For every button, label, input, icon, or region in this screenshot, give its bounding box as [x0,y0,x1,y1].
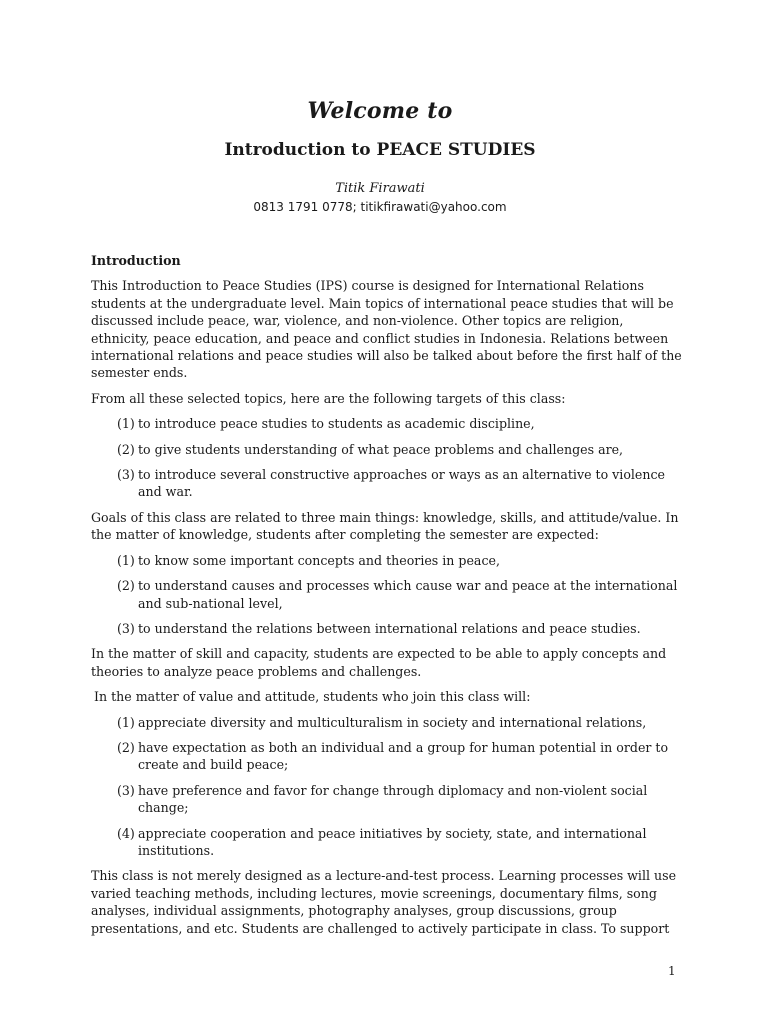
author-name: Titik Firawati [335,181,425,196]
author-contact: 0813 1791 0778; titikfirawati@yahoo.com [253,200,507,214]
page-number: 1 [668,964,676,978]
list-number: (1) [117,416,135,432]
list-item [91,441,683,458]
list-number: (1) [117,714,135,730]
document-subtitle: Introduction to PEACE STUDIES [224,140,536,160]
list-number: (3) [117,782,135,798]
document-body [91,252,683,945]
list-item [91,825,683,860]
list-item-text: to understand the relations between international relations and peace studies. [138,620,641,636]
paragraph-targets-intro: From all these selected topics, here are the following targets of this class: [91,390,566,406]
list-number: (2) [117,441,135,457]
list-item-text: appreciate cooperation and peace initiatives by society, state, and international institutions. [138,825,647,858]
list-item-text: to understand causes and processes which cause war and peace at the international and sub-national level, [138,578,678,611]
list-item [91,552,683,569]
section-heading-introduction: Introduction [91,253,181,268]
list-item [91,620,683,637]
list-item-text: to introduce several constructive approaches or ways as an alternative to violence and war. [138,467,666,500]
list-item [91,577,683,612]
list-number: (4) [117,825,135,841]
list-number: (1) [117,552,135,568]
list-item-text: to give students understanding of what peace problems and challenges are, [138,441,624,457]
knowledge-list [91,552,683,638]
list-item-text: have expectation as both an individual and a group for human potential in order to create and build peace; [138,739,669,773]
list-item-text: to know some important concepts and theories in peace, [138,552,500,568]
paragraph-teaching-methods: This class is not merely designed as a lecture-and-test process. Learning processes will use varied teaching methods, including lectures, movie screenings, documentary films, song analyses, individual assignments, photography analyses, group discussions, group presentations, and etc. Students are challenged to actively participate in class. To support [91,868,677,936]
list-item [91,739,683,774]
values-list [91,714,683,860]
list-number: (3) [117,467,135,483]
paragraph-goals: Goals of this class are related to three main things: knowledge, skills, and attitude/value. In the matter of knowledge, students after completing the semester are expected: [91,509,679,543]
list-item [91,415,683,432]
list-number: (3) [117,620,135,636]
targets-list [91,415,683,501]
list-number: (2) [117,739,135,755]
document-title: Welcome to [307,98,453,124]
list-item-text: have preference and favor for change through diplomacy and non-violent social change; [138,782,648,816]
paragraph-skill: In the matter of skill and capacity, students are expected to be able to apply concepts and theories to analyze peace problems and challenges. [91,646,667,679]
list-item-text: appreciate diversity and multiculturalism in society and international relations, [138,714,647,730]
list-item [91,466,683,501]
list-item [91,714,683,731]
list-item-text: to introduce peace studies to students as academic discipline, [138,416,535,432]
list-number: (2) [117,578,135,594]
list-item [91,782,683,817]
paragraph-course-description: This Introduction to Peace Studies (IPS) course is designed for International Relations students at the undergraduate level. Main topics of international peace studies that will be discussed include peace, war, violence, and non-violence. Other topics are religion, ethnicity, peace education, and peace and conflict studies in Indonesia. Relations between international relations and peace studies will also be talked about before the first half of the semester ends. [91,278,682,381]
paragraph-value-intro: In the matter of value and attitude, students who join this class will: [94,689,531,705]
